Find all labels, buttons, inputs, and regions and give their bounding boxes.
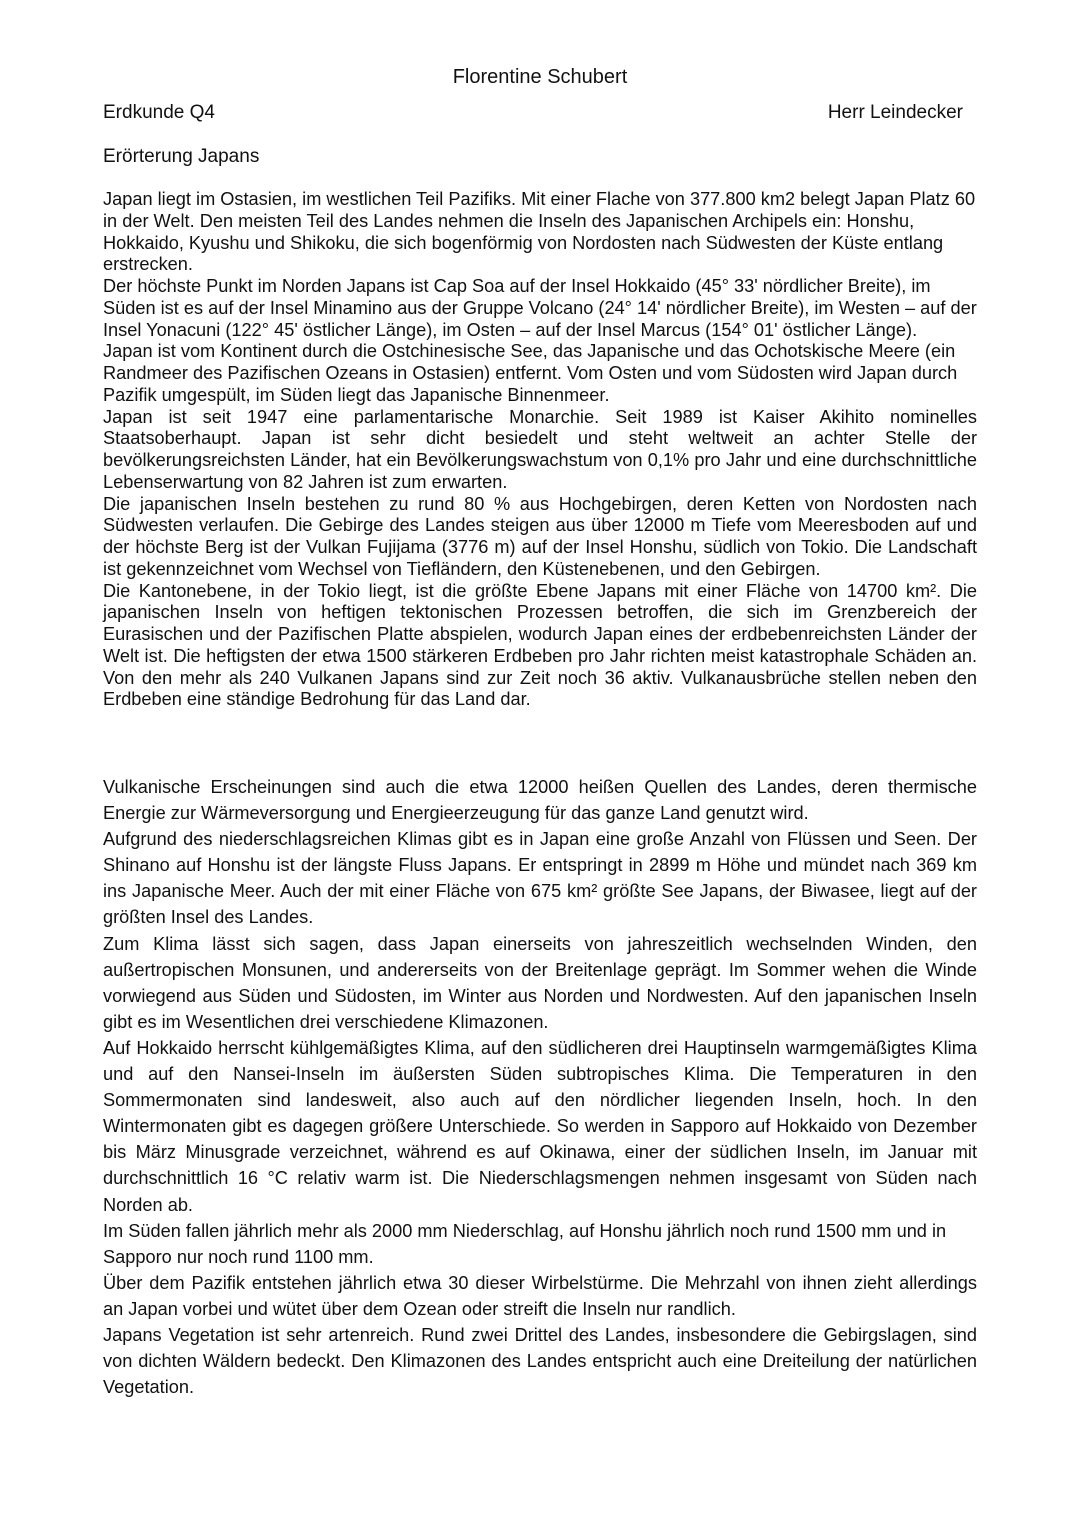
paragraph-extreme-points: Der höchste Punkt im Norden Japans ist Cap Soa auf der Insel Hokkaido (45° 33' nördlicher Breite), im Süden ist es auf der Insel Minamino aus der Gruppe Volcano (24° 14' nördlicher Breite), im Westen – auf der Insel Yonacuni (122° 45' östlicher Länge), im Osten – auf der Insel Marcus (154° 01' östlicher Länge). (103, 276, 977, 340)
paragraph-climate-zones: Auf Hokkaido herrscht kühlgemäßigtes Klima, auf den südlicheren drei Hauptinseln warmgemäßigtes Klima und auf den Nansei-Inseln im äußersten Süden subtropisches Klima. Die Temperaturen in den Sommermonaten sind landesweit, also auch auf den nördlicher liegenden Inseln, hoch. In den Wintermonaten gibt es dagegen größere Unterschiede. So werden in Sapporo auf Hokkaido von Dezember bis März Minusgrade verzeichnet, während es auf Okinawa, einer der südlichen Inseln, im Januar mit durchschnittlich 16 °C relativ warm ist. Die Niederschlagsmengen nehmen insgesamt von Süden nach Norden ab. (103, 1037, 977, 1215)
paragraph-vegetation: Japans Vegetation ist sehr artenreich. Rund zwei Drittel des Landes, insbesondere die Gebirgslagen, sind von dichten Wäldern bedeckt. Den Klimazonen des Landes entspricht auch eine Dreiteilung der natürlichen Vegetation. (103, 1324, 977, 1398)
paragraph-politics-population: Japan ist seit 1947 eine parlamentarische Monarchie. Seit 1989 ist Kaiser Akihito nominelles Staatsoberhaupt. Japan ist sehr dicht besiedelt und steht weltweit an achter Stelle der bevölkerungsreichsten Länder, hat ein Bevölkerungswachstum von 0,1% pro Jahr und eine durchschnittliche Lebenserwartung von 82 Jahren ist zum erwarten. (103, 406, 977, 492)
body-section-dense (103, 189, 977, 711)
paragraph-climate: Zum Klima lässt sich sagen, dass Japan einerseits von jahreszeitlich wechselnden Winden, den außertropischen Monsunen, und andererseits von der Breitenlage geprägt. Im Sommer wehen die Winde vorwiegend aus Süden und Südosten, im Winter aus Norden und Nordwesten. Auf den japanischen Inseln gibt es im Wesentlichen drei verschiedene Klimazonen. (103, 933, 977, 1032)
subject-label: Erdkunde Q4 (103, 102, 215, 123)
body-section-spaced (103, 774, 977, 1400)
paragraph-mountains: Die japanischen Inseln bestehen zu rund 80 % aus Hochgebirgen, deren Ketten von Nordosten nach Südwesten verlaufen. Die Gebirge des Landes steigen aus über 12000 m Tiefe vom Meeresboden auf und der höchste Berg ist der Vulkan Fujijama (3776 m) auf der Insel Honshu, südlich von Tokio. Die Landschaft ist gekennzeichnet vom Wechsel von Tiefländern, den Küstenebenen, und den Gebirgen. (103, 493, 977, 579)
paragraph-precipitation: Im Süden fallen jährlich mehr als 2000 mm Niederschlag, auf Honshu jährlich noch rund 1500 mm und in Sapporo nur noch rund 1100 mm. (103, 1220, 947, 1267)
paragraph-tectonics: Die Kantonebene, in der Tokio liegt, ist die größte Ebene Japans mit einer Fläche von 14700 km². Die japanischen Inseln von heftigen tektonischen Prozessen betroffen, die sich im Grenzbereich der Eurasischen und der Pazifischen Platte abspielen, wodurch Japan eines der erdbebenreichsten Länder der Welt ist. Die heftigsten der etwa 1500 stärkeren Erdbeben pro Jahr richten meist katastrophale Schäden an. Von den mehr als 240 Vulkanen Japans sind zur Zeit noch 36 aktiv. Vulkanausbrüche stellen neben den Erdbeben eine ständige Bedrohung für das Land dar. (103, 580, 977, 710)
paragraph-seas: Japan ist vom Kontinent durch die Ostchinesische See, das Japanische und das Ochotskische Meere (ein Randmeer des Pazifischen Ozeans in Ostasien) entfernt. Vom Osten und vom Südosten wird Japan durch Pazifik umgespült, im Süden liegt das Japanische Binnenmeer. (103, 341, 958, 405)
paragraph-typhoons: Über dem Pazifik entstehen jährlich etwa 30 dieser Wirbelstürme. Die Mehrzahl von ihnen zieht allerdings an Japan vorbei und wütet über dem Ozean oder streift die Inseln nur randlich. (103, 1272, 977, 1319)
paragraph-hot-springs: Vulkanische Erscheinungen sind auch die etwa 12000 heißen Quellen des Landes, deren thermische Energie zur Wärmeversorgung und Energieerzeugung für das ganze Land genutzt wird. (103, 777, 977, 824)
document-title: Erörterung Japans (103, 146, 260, 167)
teacher-name: Herr Leindecker (827, 102, 963, 123)
author-name: Florentine Schubert (452, 66, 628, 88)
paragraph-location: Japan liegt im Ostasien, im westlichen Teil Pazifiks. Mit einer Flache von 377.800 km2 belegt Japan Platz 60 in der Welt. Den meisten Teil des Landes nehmen die Inseln des Japanischen Archipels ein: Honshu, Hokkaido, Kyushu und Shikoku, die sich bogenförmig von Nordosten nach Südwesten der Küste entlang erstrecken. (103, 189, 976, 275)
paragraph-rivers-lakes: Aufgrund des niederschlagsreichen Klimas gibt es in Japan eine große Anzahl von Flüssen und Seen. Der Shinano auf Honshu ist der längste Fluss Japans. Er entspringt in 2899 m Höhe und mündet nach 369 km ins Japanische Meer. Auch der mit einer Fläche von 675 km² größte See Japans, der Biwasee, liegt auf der größten Insel des Landes. (103, 829, 977, 928)
